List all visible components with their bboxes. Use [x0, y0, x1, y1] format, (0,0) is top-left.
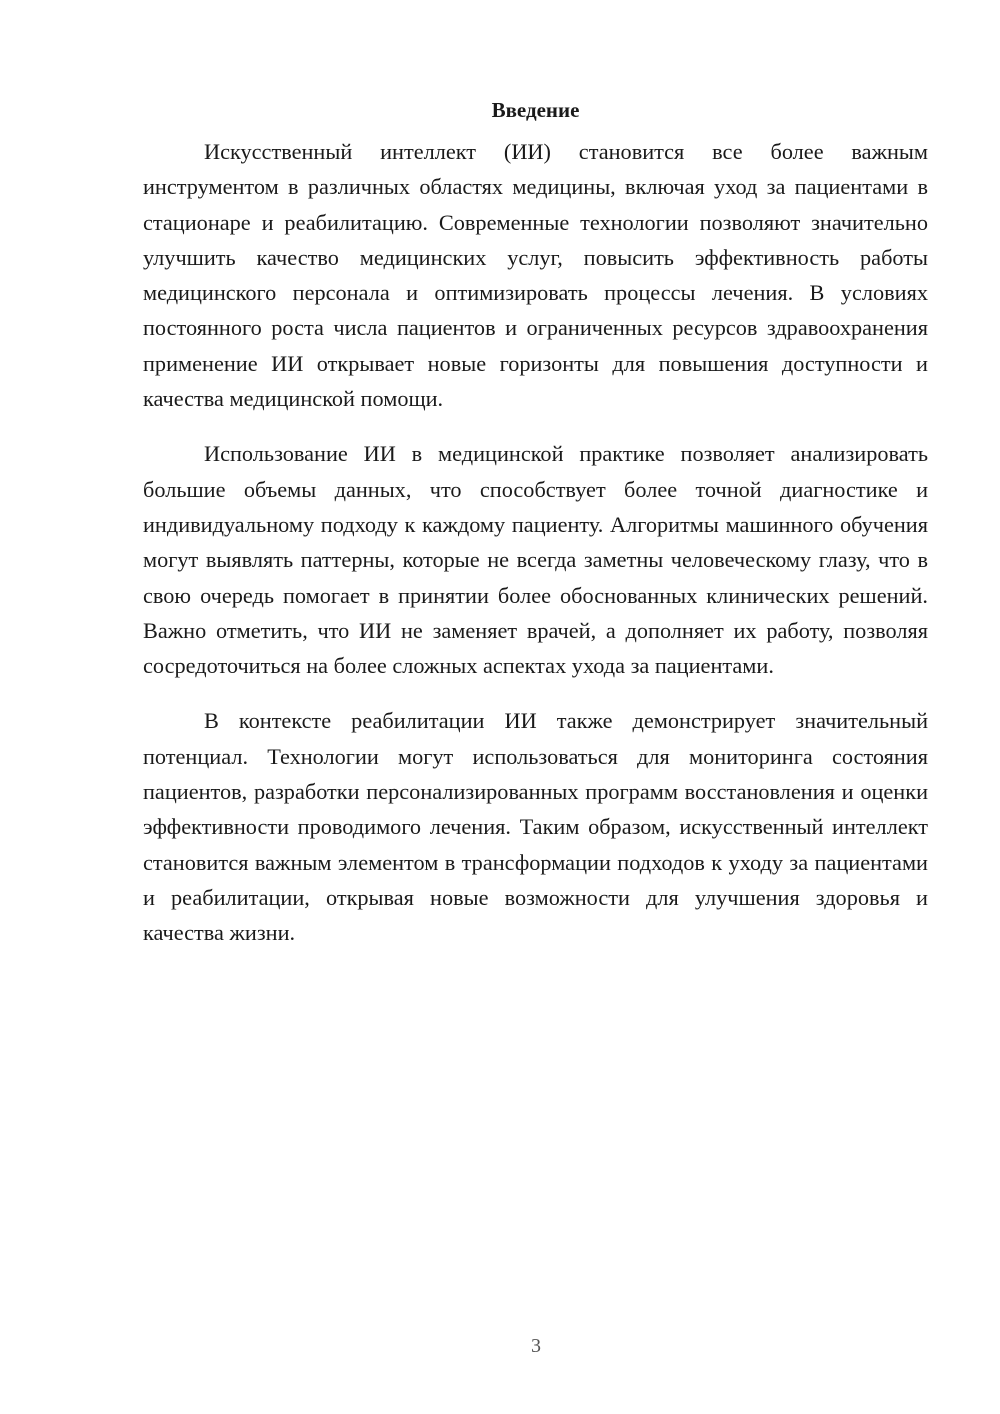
page-number: 3	[531, 1335, 541, 1357]
paragraph-3: В контексте реабилитации ИИ также демонстрирует значительный потенциал. Технологии могут использоваться для мониторинга состояния пациентов, разработки персонализированных программ восстановления и оценки эффективности проводимого лечения. Таким образом, искусственный интеллект становится важным элементом в трансформации подходов к уходу за пациентами и реабилитации, открывая новые возможности для улучшения здоровья и качества жизни.	[143, 708, 928, 946]
section-heading: Введение	[491, 98, 580, 122]
paragraph-1: Искусственный интеллект (ИИ) становится все более важным инструментом в различных областях медицины, включая уход за пациентами в стационаре и реабилитацию. Современные технологии позволяют значительно улучшить качество медицинских услуг, повысить эффективность работы медицинского персонала и оптимизировать процессы лечения. В условиях постоянного роста числа пациентов и ограниченных ресурсов здравоохранения применение ИИ открывает новые горизонты для повышения доступности и качества медицинской помощи.	[143, 139, 928, 412]
paragraph-2: Использование ИИ в медицинской практике позволяет анализировать большие объемы данных, что способствует более точной диагностике и индивидуальному подходу к каждому пациенту. Алгоритмы машинного обучения могут выявлять паттерны, которые не всегда заметны человеческому глазу, что в свою очередь помогает в принятии более обоснованных клинических решений. Важно отметить, что ИИ не заменяет врачей, а дополняет их работу, позволяя сосредоточиться на более сложных аспектах ухода за пациентами.	[143, 441, 928, 679]
page-content	[143, 96, 928, 971]
